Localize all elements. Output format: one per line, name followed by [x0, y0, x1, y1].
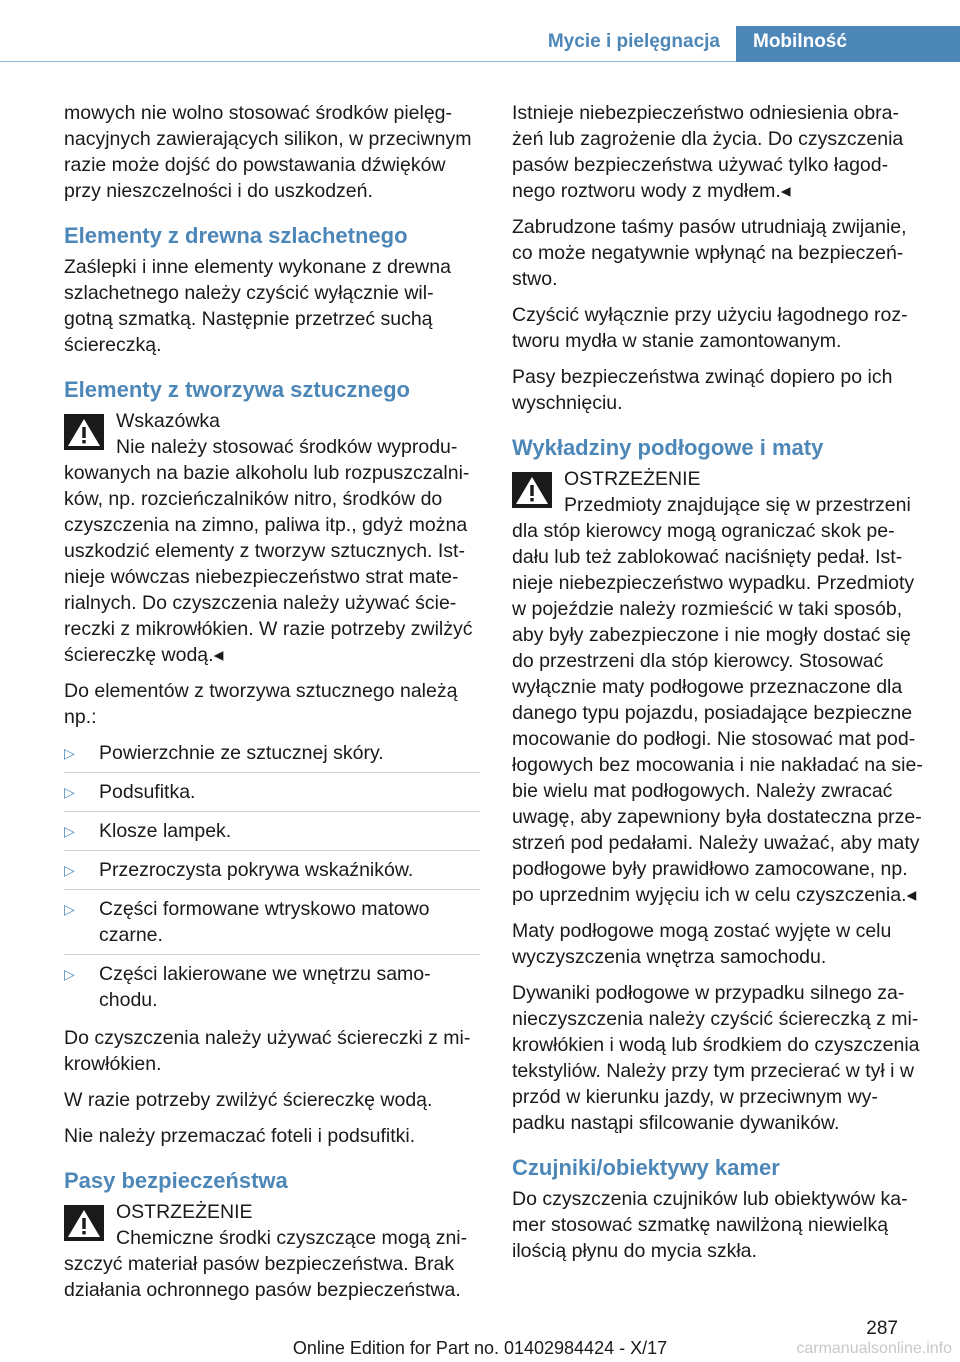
belts-paragraph-3: Pasy bezpieczeństwa zwinąć dopiero po ich wyschnięciu. — [512, 366, 893, 414]
warning-plastic — [64, 408, 480, 668]
warning-text-first-line: Przedmioty znajdujące się w przestrzeni — [564, 494, 911, 516]
warning-triangle-icon — [64, 414, 104, 450]
belts-warning-continuation: Istnieje niebezpieczeństwo odniesienia obra‐żeń lub zagrożenie dla życia. Do czyszczenia pasów bezpieczeństwa używać tylko łagod‐nego roztworu wody z mydłem.◂ — [512, 102, 904, 202]
warning-belts — [64, 1199, 480, 1303]
list-item: ▷ Podsufitka. — [64, 779, 480, 812]
heading-mats: Wykładziny podłogowe i maty — [512, 435, 824, 460]
warning-triangle-icon — [64, 1205, 104, 1241]
bullet-triangle-icon: ▷ — [64, 745, 75, 761]
warning-title: OSTRZEŻENIE — [116, 1201, 253, 1223]
warning-text-first-line: Chemiczne środki czyszczące mogą zni‐ — [116, 1227, 468, 1249]
footer-edition: Online Edition for Part no. 01402984424 - X/17 — [292, 1338, 668, 1358]
belts-paragraph-1: Zabrudzone taśmy pasów utrudniają zwijanie, co może negatywnie wpłynąć na bezpieczeń‐stwo. — [512, 216, 907, 290]
list-item: ▷ Klosze lampek. — [64, 818, 480, 851]
list-item: ▷ Części formowane wtryskowo matowo czarne. — [64, 896, 480, 955]
list-intro: Do elementów z tworzywa sztucznego należą np.: — [64, 680, 458, 728]
bullet-triangle-icon: ▷ — [64, 966, 75, 982]
plastic-list — [64, 740, 480, 1019]
mats-paragraph-1: Maty podłogowe mogą zostać wyjęte w celu wyczyszczenia wnętrza samochodu. — [512, 920, 892, 968]
header-chapter-tab — [736, 26, 960, 62]
wood-paragraph: Zaślepki i inne elementy wykonane z drewna szlachetnego należy czyścić wyłącznie wil‐gotną szmatką. Następnie przetrzeć suchą ściereczką. — [64, 256, 451, 356]
intro-paragraph: mowych nie wolno stosować środków pielęg‐nacyjnych zawierających silikon, w przeciwnym razie może dojść do powstawania dźwięków przy nieszczelności i do uszkodzeń. — [64, 102, 472, 202]
watermark: carmanualsonline.info — [796, 1340, 952, 1357]
warning-mats — [512, 466, 928, 908]
heading-plastic: Elementy z tworzywa sztucznego — [64, 377, 410, 402]
left-column — [64, 100, 480, 1313]
warning-title: OSTRZEŻENIE — [564, 468, 701, 490]
mats-paragraph-2: Dywaniki podłogowe w przypadku silnego za‐nieczyszczenia należy czyścić ściereczką z mi‐krowłókien i wodą lub środkiem do czyszczenia tekstyliów. Należy przy tym przecierać w tył i w przód w kierunku jazdy, w przeciwnym wy‐padku nastąpi sfilcowanie dywaników. — [512, 982, 920, 1134]
bullet-triangle-icon: ▷ — [64, 901, 75, 917]
warning-text: dla stóp kierowcy mogą ograniczać skok pe‐dału lub też zablokować naciśnięty pedał. Ist‐nieje niebezpieczeństwo wypadku. Przedmioty w pojeździe należy rozmieścić w taki sposób, aby były zabezpieczone i nie mogły dostać się do przestrzeni dla stóp kierowcy. Stosować wyłącznie maty podłogowe przeznaczone dla danego typu pojazdu, posiadające bezpieczne mocowanie do podłogi. Nie stosować mat pod‐łogowych bez mocowania i nie nakładać na sie‐bie wielu mat podłogowych. Należy zwracać uwagę, aby zapewniony była dostateczna prze‐strzeń pod pedałami. Należy uważać, aby maty podłogowe były prawidłowo zamocowane, np. po uprzednim wyjęciu ich w celu czyszczenia.◂ — [512, 520, 923, 906]
header-section-title: Mycie i pielęgnacja — [547, 31, 720, 52]
bullet-triangle-icon: ▷ — [64, 784, 75, 800]
heading-wood: Elementy z drewna szlachetnego — [64, 223, 408, 248]
right-column — [512, 100, 928, 1274]
warning-text-first-line: Nie należy stosować środków wyprodu‐ — [116, 436, 458, 458]
plastic-paragraph-3: Nie należy przemaczać foteli i podsufitki. — [64, 1125, 416, 1147]
bullet-triangle-icon: ▷ — [64, 823, 75, 839]
heading-sensors: Czujniki/obiektywy kamer — [512, 1155, 780, 1180]
warning-text: kowanych na bazie alkoholu lub rozpuszczalni‐ków, np. rozcieńczalników nitro, środków do czyszczenia na zimno, paliwa itp., gdyż można uszkodzić elementy z tworzyw sztucznych. Ist‐nieje wówczas niebezpieczeństwo strat mate‐rialnych. Do czyszczenia należy używać ście‐reczki z mikrowłókien. W razie potrzeby zwilżyć ściereczkę wodą.◂ — [64, 462, 473, 666]
list-item: ▷ Części lakierowane we wnętrzu samo‐chodu. — [64, 963, 431, 1011]
warning-triangle-icon — [512, 472, 552, 508]
belts-paragraph-2: Czyścić wyłącznie przy użyciu łagodnego roz‐tworu mydła w stanie zamontowanym. — [512, 304, 908, 352]
header-section-bar — [0, 26, 736, 62]
warning-title: Wskazówka — [116, 410, 221, 432]
warning-text: szczyć materiał pasów bezpieczeństwa. Brak działania ochronnego pasów bezpieczeństwa. — [64, 1253, 461, 1301]
plastic-paragraph-2: W razie potrzeby zwilżyć ściereczkę wodą. — [64, 1089, 433, 1111]
list-item: ▷ Powierzchnie ze sztucznej skóry. — [64, 740, 480, 773]
heading-belts: Pasy bezpieczeństwa — [64, 1168, 288, 1193]
plastic-paragraph-1: Do czyszczenia należy używać ściereczki z mi‐krowłókien. — [64, 1027, 471, 1075]
bullet-triangle-icon: ▷ — [64, 862, 75, 878]
header-chapter-title: Mobilność — [753, 31, 847, 52]
list-item: ▷ Przezroczysta pokrywa wskaźników. — [64, 857, 480, 890]
page-number: 287 — [866, 1318, 898, 1339]
sensors-paragraph: Do czyszczenia czujników lub obiektywów ka‐mer stosować szmatkę nawilżoną niewielką ilością płynu do mycia szkła. — [512, 1188, 908, 1262]
